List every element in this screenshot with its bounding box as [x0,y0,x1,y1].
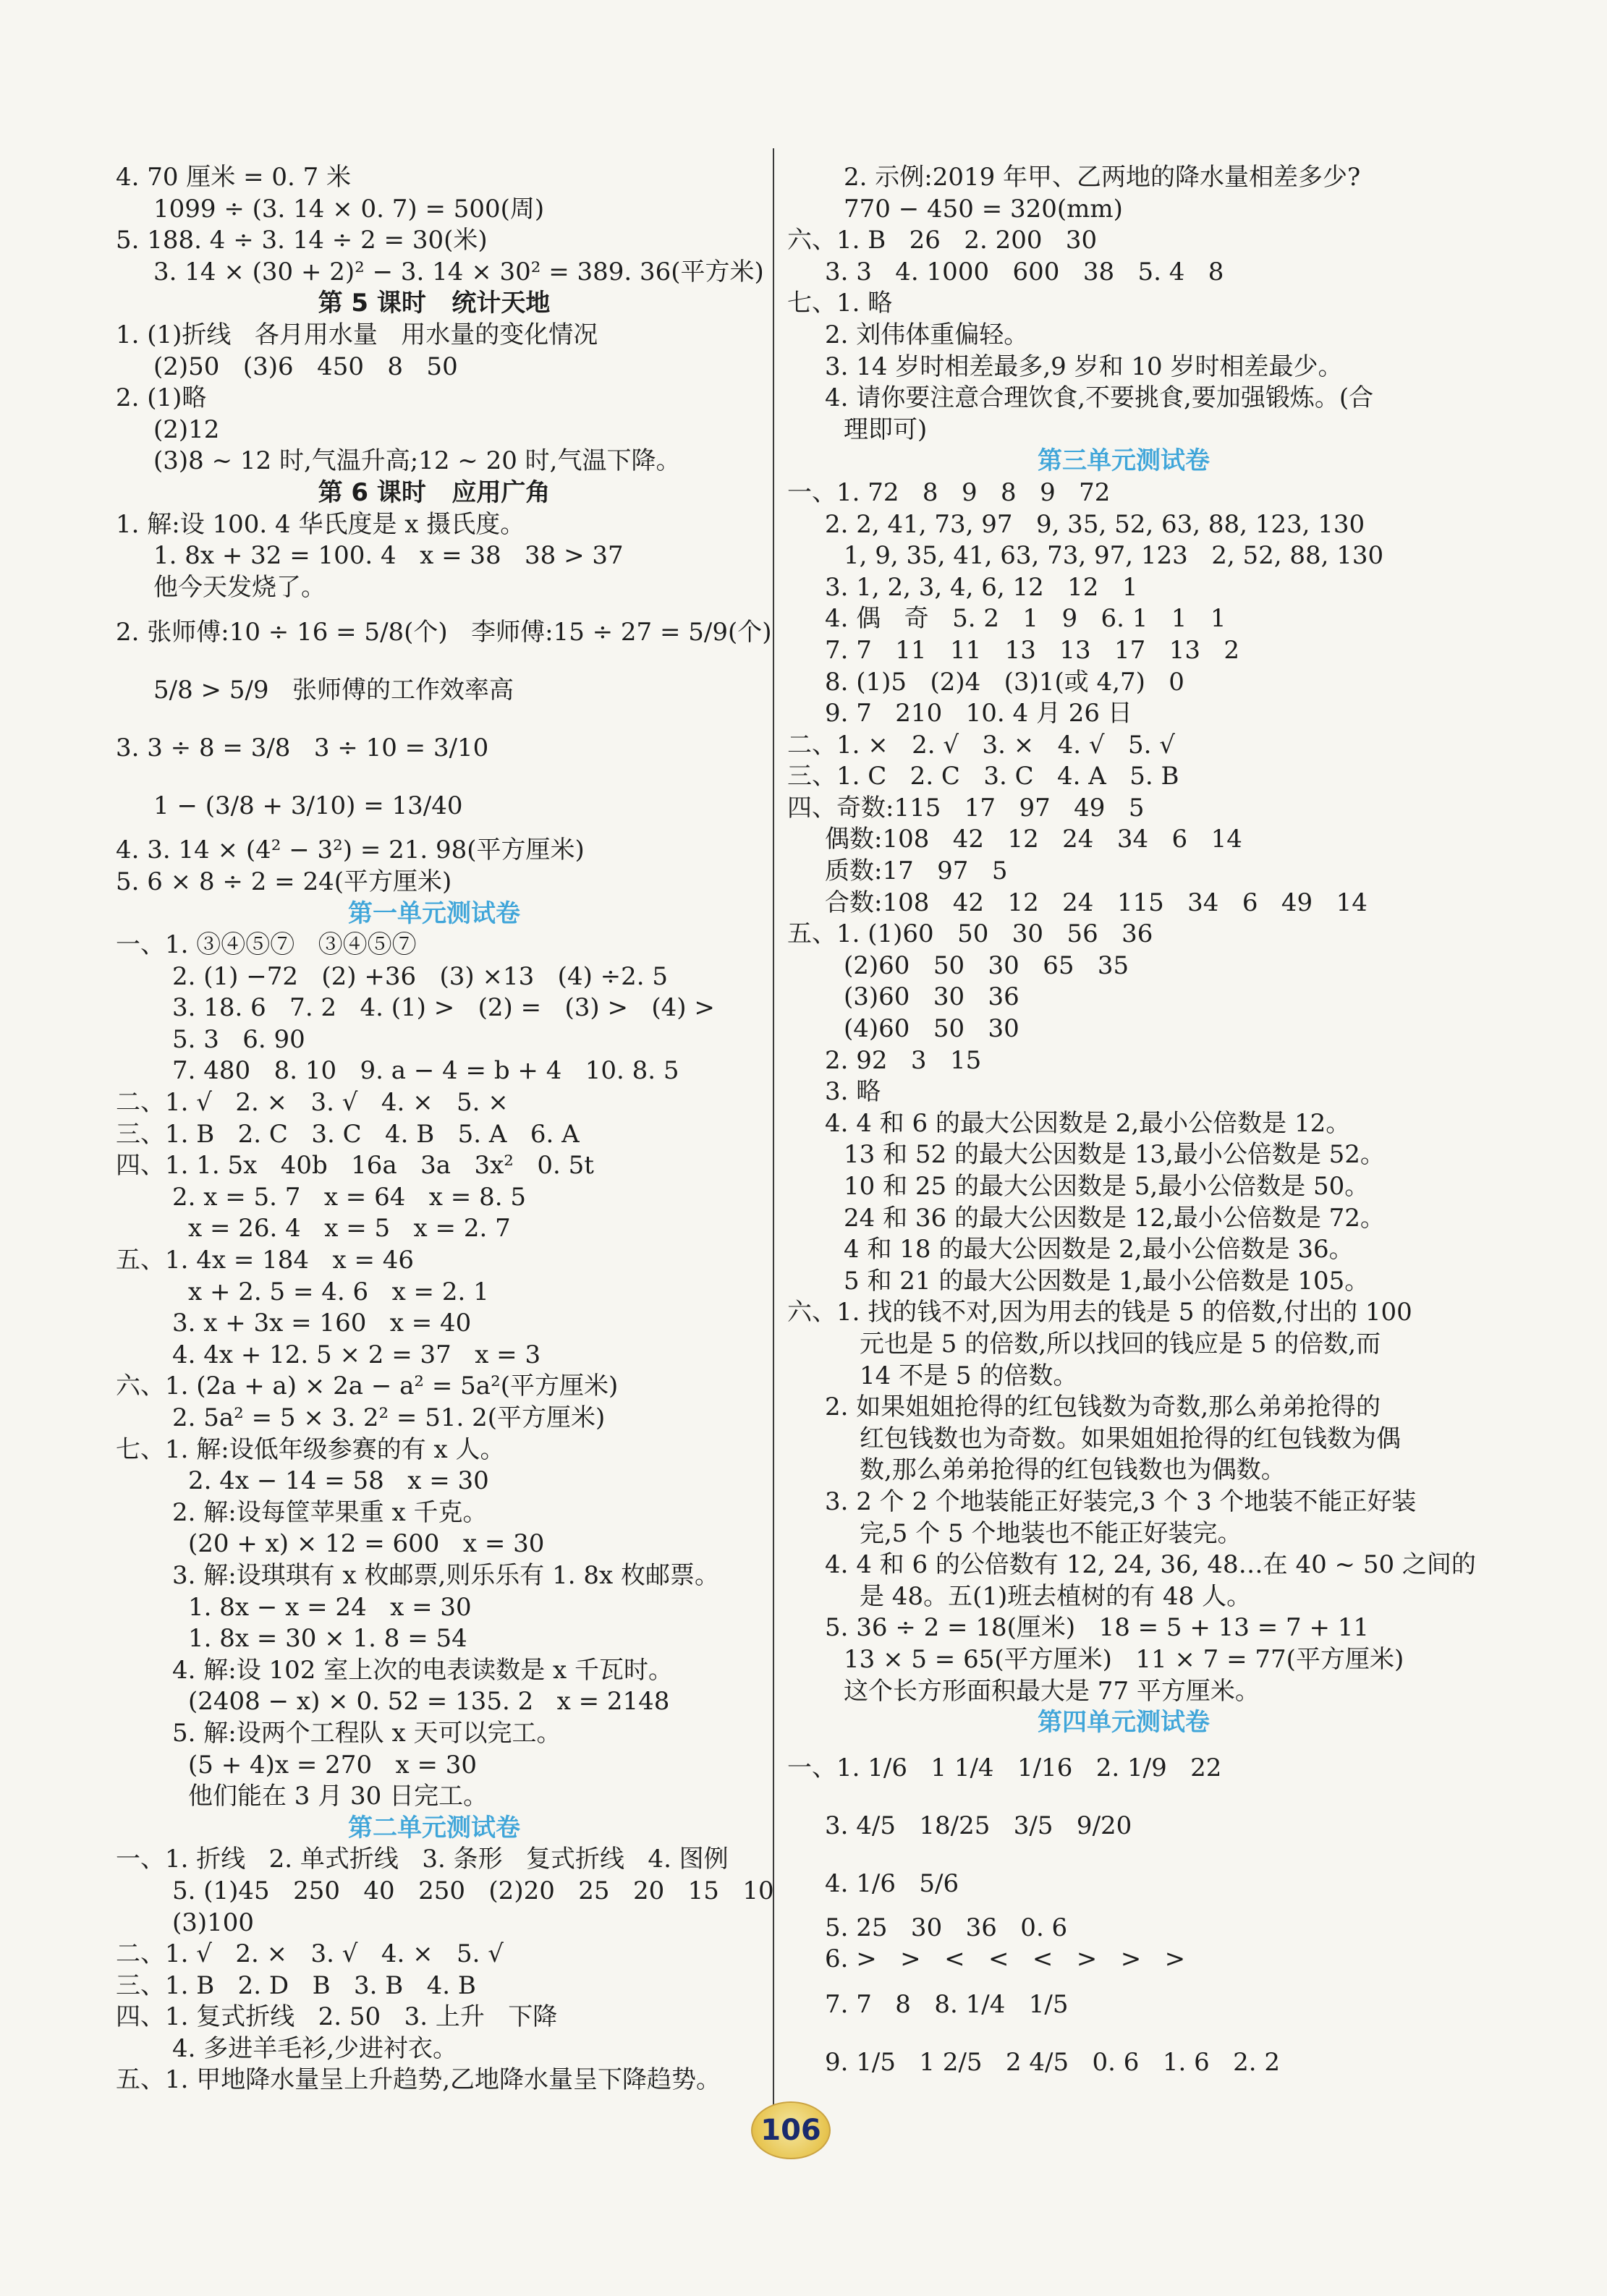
answer-line: 5 和 21 的最大公因数是 1,最小公倍数是 105。 [844,1266,1370,1296]
page-number-badge [751,2101,831,2159]
answer-line: 2. 张师傅:10 ÷ 16 = 5/8(个) 李师傅:15 ÷ 27 = 5/9(个) [116,618,772,647]
unit-test-heading: 第三单元测试卷 [1038,446,1210,476]
answer-line: 3. 3 4. 1000 600 38 5. 4 8 [825,257,1224,286]
answer-line: 2. (1)略 [116,383,207,413]
answer-line: 4. 70 厘米 = 0. 7 米 [116,163,352,192]
answer-line: 这个长方形面积最大是 77 平方厘米。 [844,1676,1260,1706]
answer-line: 数,那么弟弟抢得的红包钱数也为偶数。 [860,1455,1286,1485]
answer-line: 2. 刘伟体重偏轻。 [825,320,1029,349]
answer-line: 2. 示例:2019 年甲、乙两地的降水量相差多少? [844,163,1361,192]
answer-line: 1. 8x = 30 × 1. 8 = 54 [188,1624,467,1654]
answer-line: 13 和 52 的最大公因数是 13,最小公倍数是 52。 [844,1140,1385,1170]
answer-line: 2. (1) −72 (2) +36 (3) ×13 (4) ÷2. 5 [172,961,669,991]
answer-line: 4. 偶 奇 5. 2 1 9 6. 1 1 1 [825,604,1226,634]
unit-test-heading: 第一单元测试卷 [348,898,520,928]
answer-line: 合数:108 42 12 24 115 34 6 49 14 [825,888,1368,917]
answer-line: 偶数:108 42 12 24 34 6 14 [825,825,1242,854]
answer-line: 3. 14 × (30 + 2)² − 3. 14 × 30² = 389. 36(平方米) [153,257,764,286]
answer-line: 4. 4 和 6 的公倍数有 12, 24, 36, 48…在 40 ~ 50 之间的 [825,1550,1476,1580]
answer-line: 3. 略 [825,1077,881,1107]
answer-line: 5. 解:设两个工程队 x 天可以完工。 [172,1718,561,1748]
answer-line: 五、1. 4x = 184 x = 46 [116,1246,415,1275]
answer-line: 五、1. 甲地降水量呈上升趋势,乙地降水量呈下降趋势。 [116,2065,721,2095]
answer-line: 4. 3. 14 × (4² − 3²) = 21. 98(平方厘米) [116,836,585,865]
answer-line: 1. 8x + 32 = 100. 4 x = 38 38 > 37 [153,541,624,571]
answer-line: (2408 − x) × 0. 52 = 135. 2 x = 2148 [188,1687,670,1717]
answer-line: 1. 解:设 100. 4 华氏度是 x 摄氏度。 [116,509,525,539]
answer-line: 8. (1)5 (2)4 (3)1(或 4,7) 0 [825,667,1184,697]
page-number: 106 [760,2114,821,2147]
answer-line: 4. 多进羊毛衫,少进衬衣。 [172,2033,458,2063]
answer-line: (20 + x) × 12 = 600 x = 30 [188,1529,545,1559]
answer-line: 6. > > < < < > > > [825,1944,1186,1974]
answer-line: 9. 1/5 1 2/5 2 4/5 0. 6 1. 6 2. 2 [825,2047,1281,2077]
answer-line: x + 2. 5 = 4. 6 x = 2. 1 [188,1277,489,1306]
answer-line: 3. x + 3x = 160 x = 40 [172,1309,472,1338]
answer-line: 4. 1/6 5/6 [825,1868,959,1898]
answer-line: 3. 1, 2, 3, 4, 6, 12 12 1 [825,572,1138,602]
answer-line: (2)60 50 30 65 35 [844,951,1129,980]
answer-line: (4)60 50 30 [844,1014,1019,1044]
answer-line: 770 − 450 = 320(mm) [844,194,1123,224]
answer-line: 四、1. 复式折线 2. 50 3. 上升 下降 [116,2002,558,2032]
answer-line: 二、1. × 2. √ 3. × 4. √ 5. √ [787,730,1175,760]
answer-line: 4. 4x + 12. 5 × 2 = 37 x = 3 [172,1340,541,1369]
answer-line: 一、1. 折线 2. 单式折线 3. 条形 复式折线 4. 图例 [116,1845,729,1874]
answer-line: 2. 解:设每筐苹果重 x 千克。 [172,1497,488,1527]
answer-line: 三、1. B 2. D B 3. B 4. B [116,1970,476,2000]
answer-line: 3. 4/5 18/25 3/5 9/20 [825,1811,1132,1840]
answer-line: 1 − (3/8 + 3/10) = 13/40 [153,791,463,821]
answer-line: 5. (1)45 250 40 250 (2)20 25 20 15 10 [172,1876,774,1905]
answer-line: 5/8 > 5/9 张师傅的工作效率高 [153,676,514,705]
answer-line: 六、1. B 26 2. 200 30 [787,226,1098,255]
answer-line: 24 和 36 的最大公因数是 12,最小公倍数是 72。 [844,1203,1385,1233]
column-divider [773,148,774,2130]
answer-line: 4. 解:设 102 室上次的电表读数是 x 千瓦时。 [172,1655,674,1685]
answer-line: 5. 3 6. 90 [172,1024,305,1054]
answer-line: 三、1. B 2. C 3. C 4. B 5. A 6. A [116,1119,580,1149]
answer-line: 质数:17 97 5 [825,856,1008,886]
unit-test-heading: 第四单元测试卷 [1038,1708,1210,1738]
answer-line: 2. 如果姐姐抢得的红包钱数为奇数,那么弟弟抢得的 [825,1393,1381,1422]
answer-line: 3. 2 个 2 个地装能正好装完,3 个 3 个地装不能正好装 [825,1487,1417,1516]
answer-line: 六、1. 找的钱不对,因为用去的钱是 5 的倍数,付出的 100 [787,1298,1412,1327]
answer-line: 9. 7 210 10. 4 月 26 日 [825,699,1132,728]
answer-line: 六、1. (2a + a) × 2a − a² = 5a²(平方厘米) [116,1372,619,1401]
section-heading: 第 6 课时 应用广角 [318,477,551,507]
answer-line: 13 × 5 = 65(平方厘米) 11 × 7 = 77(平方厘米) [844,1644,1404,1674]
answer-line: 4. 4 和 6 的最大公因数是 2,最小公倍数是 12。 [825,1108,1351,1138]
answer-line: (3)60 30 36 [844,982,1019,1012]
answer-line: 4. 请你要注意合理饮食,不要挑食,要加强锻炼。(合 [825,383,1374,413]
answer-line: 10 和 25 的最大公因数是 5,最小公倍数是 50。 [844,1172,1370,1201]
answer-line: 7. 7 8 8. 1/4 1/5 [825,1989,1069,2019]
answer-line: 完,5 个 5 个地装也不能正好装完。 [860,1518,1242,1548]
answer-line: 四、1. 1. 5x 40b 16a 3a 3x² 0. 5t [116,1151,594,1181]
answer-line: (5 + 4)x = 270 x = 30 [188,1750,478,1780]
answer-line: 七、1. 解:设低年级参赛的有 x 人。 [116,1434,505,1464]
answer-line: 四、奇数:115 17 97 49 5 [787,793,1145,822]
answer-line: 1. (1)折线 各月用水量 用水量的变化情况 [116,320,598,349]
answer-line: 一、1. 1/6 1 1/4 1/16 2. 1/9 22 [787,1753,1222,1782]
answer-line: x = 26. 4 x = 5 x = 2. 7 [188,1214,511,1243]
answer-line: 五、1. (1)60 50 30 56 36 [787,919,1153,949]
answer-line: 一、1. ③④⑤⑦ ③④⑤⑦ [116,930,417,960]
answer-line: 他今天发烧了。 [153,572,326,602]
answer-line: 7. 7 11 11 13 13 17 13 2 [825,635,1240,665]
answer-line: 三、1. C 2. C 3. C 4. A 5. B [787,762,1179,791]
answer-line: 红包钱数也为奇数。如果姐姐抢得的红包钱数为偶 [860,1424,1401,1453]
answer-line: 二、1. √ 2. × 3. √ 4. × 5. × [116,1088,509,1118]
answer-line: 5. 36 ÷ 2 = 18(厘米) 18 = 5 + 13 = 7 + 11 [825,1613,1370,1643]
answer-line: 2. x = 5. 7 x = 64 x = 8. 5 [172,1182,526,1212]
answer-line: 3. 3 ÷ 8 = 3/8 3 ÷ 10 = 3/10 [116,734,489,763]
answer-line: 5. 6 × 8 ÷ 2 = 24(平方厘米) [116,867,452,896]
answer-line: (2)50 (3)6 450 8 50 [153,352,458,381]
answer-line: 14 不是 5 的倍数。 [860,1361,1078,1390]
answer-line: 4 和 18 的最大公因数是 2,最小公倍数是 36。 [844,1235,1354,1264]
answer-line: 1. 8x − x = 24 x = 30 [188,1592,472,1622]
answer-line: 七、1. 略 [787,289,893,318]
answer-line: 1099 ÷ (3. 14 × 0. 7) = 500(周) [153,194,545,224]
answer-line: 5. 25 30 36 0. 6 [825,1913,1068,1942]
unit-test-heading: 第二单元测试卷 [348,1813,520,1842]
answer-line: 2. 2, 41, 73, 97 9, 35, 52, 63, 88, 123, 130 [825,509,1365,539]
answer-line: (2)12 [153,414,220,444]
answer-line: (3)8 ~ 12 时,气温升高;12 ~ 20 时,气温下降。 [153,446,681,476]
answer-line: 7. 480 8. 10 9. a − 4 = b + 4 10. 8. 5 [172,1056,679,1086]
left-column [116,162,774,2096]
answer-line: 1, 9, 35, 41, 63, 73, 97, 123 2, 52, 88, 130 [844,541,1384,571]
answer-line: 是 48。五(1)班去植树的有 48 人。 [860,1581,1252,1611]
answer-line: 3. 18. 6 7. 2 4. (1) > (2) = (3) > (4) > [172,993,715,1023]
answer-line: 3. 解:设琪琪有 x 枚邮票,则乐乐有 1. 8x 枚邮票。 [172,1560,719,1590]
answer-line: 2. 4x − 14 = 58 x = 30 [188,1466,489,1496]
answer-line: 二、1. √ 2. × 3. √ 4. × 5. √ [116,1939,504,1969]
answer-line: 一、1. 72 8 9 8 9 72 [787,477,1111,507]
answer-line: 3. 14 岁时相差最多,9 岁和 10 岁时相差最少。 [825,352,1343,381]
answer-line: 5. 188. 4 ÷ 3. 14 ÷ 2 = 30(米) [116,226,488,255]
answer-line: 2. 5a² = 5 × 3. 2² = 51. 2(平方厘米) [172,1403,606,1432]
answer-line: 2. 92 3 15 [825,1045,982,1075]
answer-line: 元也是 5 的倍数,所以找回的钱应是 5 的倍数,而 [860,1329,1381,1359]
section-heading: 第 5 课时 统计天地 [318,289,551,318]
right-column [787,162,1476,2091]
answer-line: 理即可) [844,414,928,444]
answer-line: (3)100 [172,1908,255,1937]
answer-line: 他们能在 3 月 30 日完工。 [188,1782,488,1811]
